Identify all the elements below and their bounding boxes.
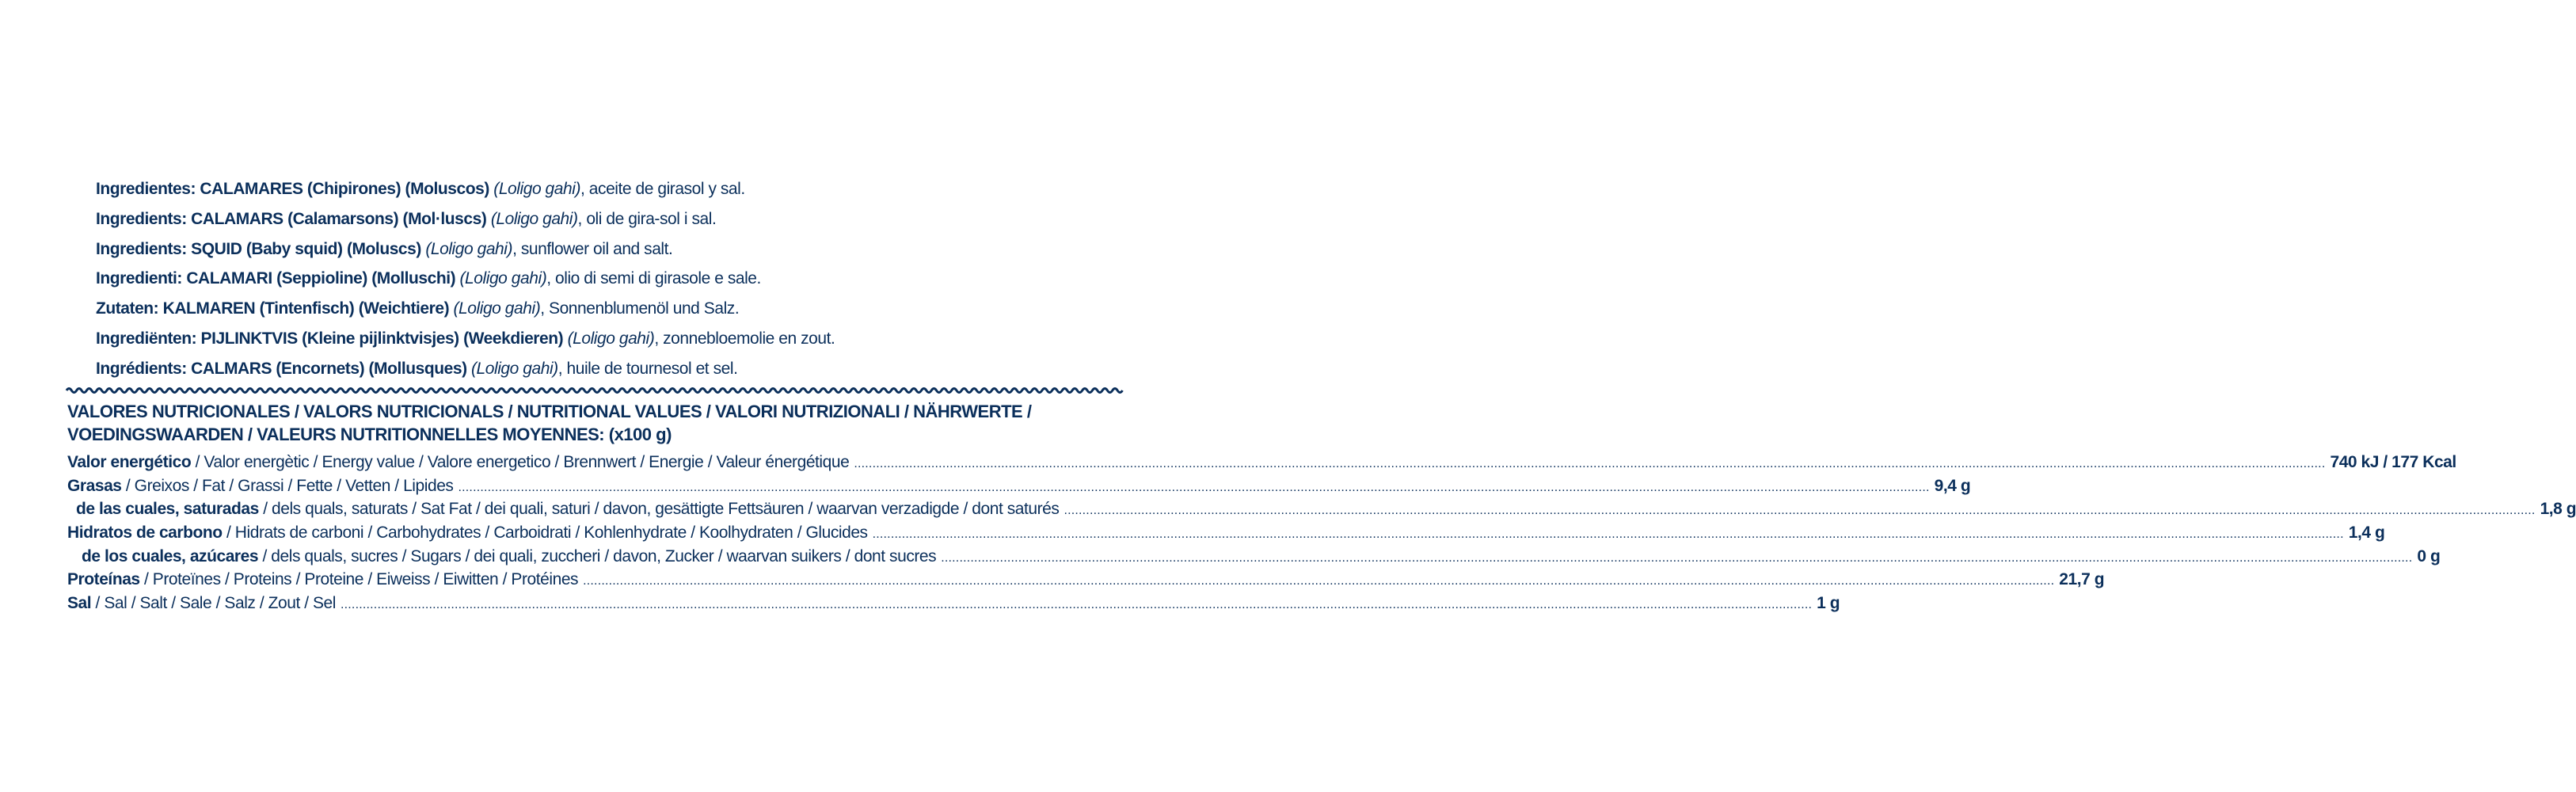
wave-divider [67, 384, 1121, 397]
nutrition-row-protein: Proteínas / Proteïnes / Proteins / Proteine / Eiweiss / Eiwitten / Protéines ................................................................................................................................................................................................................................................................................................................................................................................................................ 21,7 g [67, 568, 1122, 592]
dot-leader: ................................................................................................................................................................................................................................................................................................................................................................................................................ [1064, 504, 2536, 518]
nutrition-value: 740 kJ / 177 Kcal [2330, 453, 2456, 471]
ingredients-line-ca: Ingredients: CALAMARS (Calamarsons) (Mol·luscs) (Loligo gahi), oli de gira-sol i sal. [96, 209, 717, 228]
ingredients-section [96, 174, 1086, 384]
nutrition-value: 1 g [1817, 594, 1840, 613]
nutrition-title [67, 400, 1128, 446]
dot-leader: ................................................................................................................................................................................................................................................................................................................................................................................................................ [872, 527, 2344, 542]
dot-leader: ................................................................................................................................................................................................................................................................................................................................................................................................................ [941, 550, 2413, 565]
dot-leader: ................................................................................................................................................................................................................................................................................................................................................................................................................ [341, 598, 1813, 612]
nutrition-row-fat: Grasas / Greixos / Fat / Grassi / Fette / Vetten / Lipides ................................................................................................................................................................................................................................................................................................................................................................................................................ 9,4 g [67, 474, 1122, 498]
nutrition-row-saturated: de las cuales, saturadas / dels quals, saturats / Sat Fat / dei quali, saturi / davon, gesättigte Fettsäuren / waarvan verzadigde / dont saturés ................................................................................................................................................................................................................................................................................................................................................................................................................ 1,8 g [67, 497, 1122, 521]
ingredients-line-nl: Ingrediënten: PIJLINKTVIS (Kleine pijlinktvisjes) (Weekdieren) (Loligo gahi), zonnebloemolie en zout. [96, 329, 835, 348]
nutrition-row-energy: Valor energético / Valor energètic / Energy value / Valore energetico / Brennwert / Energie / Valeur énergétique ................................................................................................................................................................................................................................................................................................................................................................................................................ 740 kJ / 177 Kcal [67, 451, 1122, 474]
ingredients-line-de: Zutaten: KALMAREN (Tintenfisch) (Weichtiere) (Loligo gahi), Sonnenblumenöl und Salz. [96, 299, 740, 318]
nutrition-value: 9,4 g [1934, 476, 1971, 495]
ingredients-line-en: Ingredients: SQUID (Baby squid) (Moluscs) (Loligo gahi), sunflower oil and salt. [96, 239, 673, 258]
nutrition-value: 1,8 g [2540, 500, 2576, 519]
nutrition-table [67, 451, 2576, 615]
nutrition-value: 0 g [2417, 546, 2441, 565]
ingredients-line-it: Ingredienti: CALAMARI (Seppioline) (Molluschi) (Loligo gahi), olio di semi di girasole e sale. [96, 269, 761, 288]
nutrition-title-line-2: VOEDINGSWAARDEN / VALEURS NUTRITIONNELLES MOYENNES: (x100 g) [67, 425, 672, 444]
nutrition-row-carbohydrates: Hidratos de carbono / Hidrats de carboni / Carbohydrates / Carboidrati / Kohlenhydrate / Koolhydraten / Glucides ................................................................................................................................................................................................................................................................................................................................................................................................................ 1,4 g [67, 521, 1122, 545]
nutrition-row-sugars: de los cuales, azúcares / dels quals, sucres / Sugars / dei quali, zuccheri / davon, Zucker / waarvan suikers / dont sucres ................................................................................................................................................................................................................................................................................................................................................................................................................ 0 g [67, 545, 1122, 569]
nutrition-value: 1,4 g [2348, 524, 2385, 543]
ingredients-line-es: Ingredientes: CALAMARES (Chipirones) (Moluscos) (Loligo gahi), aceite de girasol y sal. [96, 180, 745, 198]
nutrition-value: 21,7 g [2059, 570, 2105, 589]
dot-leader: ................................................................................................................................................................................................................................................................................................................................................................................................................ [583, 574, 2055, 588]
nutrition-title-line-1: VALORES NUTRICIONALES / VALORS NUTRICIONALS / NUTRITIONAL VALUES / VALORI NUTRIZIONALI / NÄHRWERTE / [67, 402, 1032, 421]
dot-leader: ................................................................................................................................................................................................................................................................................................................................................................................................................ [854, 457, 2326, 470]
ingredients-line-fr: Ingrédients: CALMARS (Encornets) (Mollusques) (Loligo gahi), huile de tournesol et sel. [96, 359, 738, 378]
nutrition-row-salt: Sal / Sal / Salt / Sale / Salz / Zout / Sel ................................................................................................................................................................................................................................................................................................................................................................................................................ 1 g [67, 592, 1122, 615]
dot-leader: ................................................................................................................................................................................................................................................................................................................................................................................................................ [458, 480, 1930, 494]
